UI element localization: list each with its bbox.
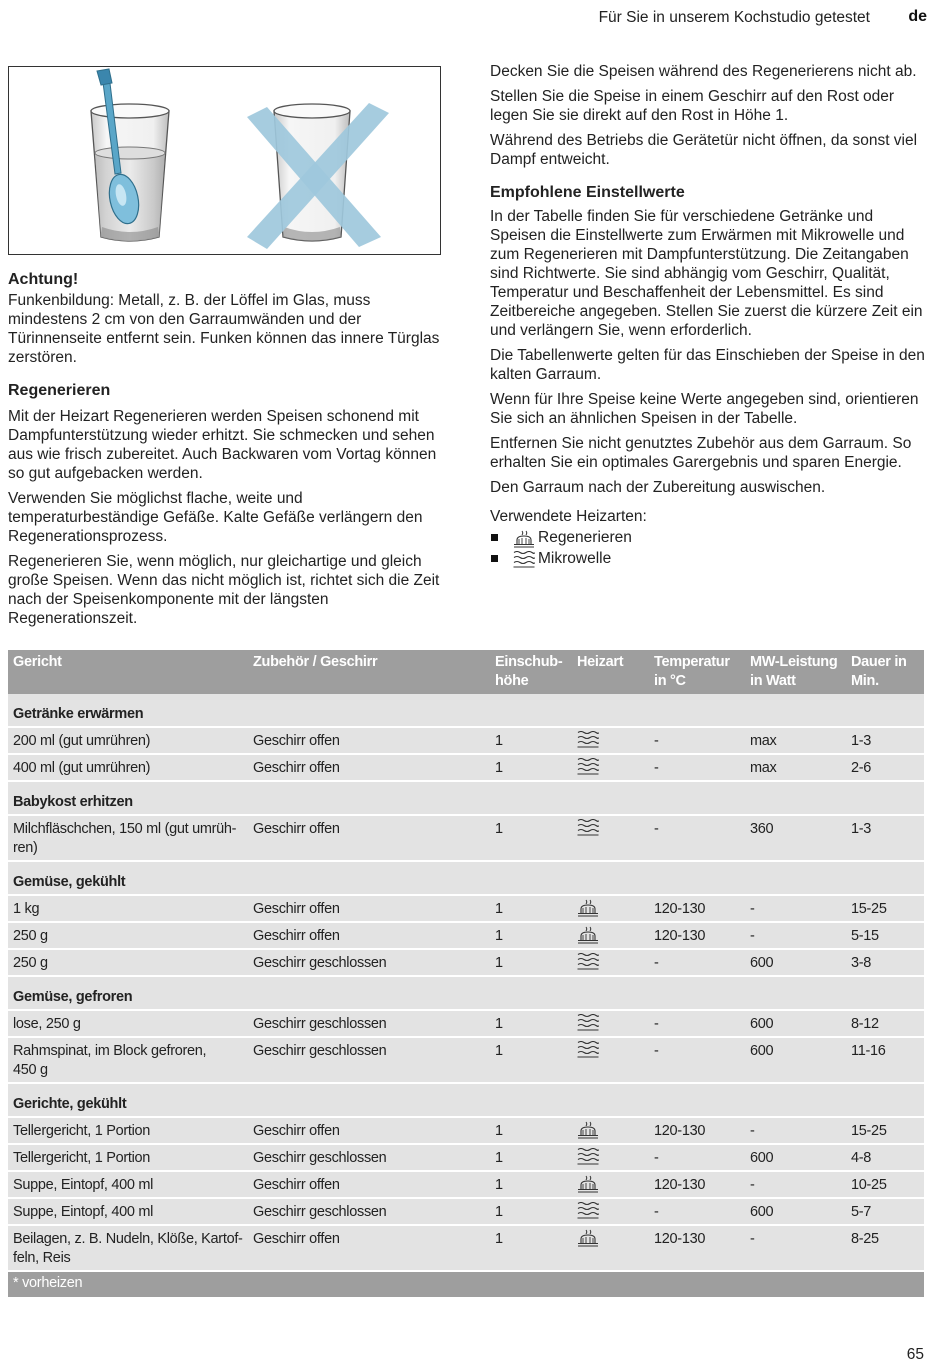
heat-type-item	[490, 548, 930, 569]
microwave-icon	[513, 551, 533, 567]
table-group-row	[8, 862, 924, 896]
cell-temperature: -	[654, 733, 659, 749]
cell-temperature: 120-130	[654, 1123, 706, 1139]
regenerieren-paragraph-1: Mit der Heizart Regenerieren werden Speisen schonend mit Dampfunterstützung wieder erhitzt. Sie schmecken und sehen aus wie frisch zubereitet. Auch Backwaren vom Vortag können so gut aufgebacken werden.	[8, 408, 437, 482]
cell-level: 1	[495, 1231, 503, 1247]
cell-temperature: 120-130	[654, 901, 706, 917]
table-row	[8, 1226, 924, 1272]
regenerieren-paragraph-2: Verwenden Sie möglichst flache, weite und temperaturbeständige Gefäße. Kalte Gefäße verlängern den Regenerationsprozess.	[8, 490, 423, 545]
cell-level: 1	[495, 733, 503, 749]
cell-power: -	[750, 1123, 755, 1139]
cell-dish: 1 kg	[13, 901, 40, 917]
cell-time: 8-12	[851, 1016, 879, 1032]
cell-temperature: 120-130	[654, 1231, 706, 1247]
cell-power: 360	[750, 821, 774, 837]
cell-temperature: 120-130	[654, 1177, 706, 1193]
cell-power: -	[750, 901, 755, 917]
cell-accessory: Geschirr geschlossen	[253, 1150, 387, 1166]
right-paragraph-8: Den Garraum nach der Zubereitung auswischen.	[490, 479, 826, 496]
microwave-icon	[577, 1148, 599, 1165]
heat-types-list	[490, 527, 930, 569]
regenerate-icon	[577, 926, 599, 944]
page-number: 65	[906, 1346, 924, 1363]
microwave-icon	[577, 953, 599, 970]
cell-accessory: Geschirr offen	[253, 821, 340, 837]
cell-level: 1	[495, 821, 503, 837]
cell-power: -	[750, 1177, 755, 1193]
cell-time: 3-8	[851, 955, 872, 971]
table-row	[8, 755, 924, 782]
heat-type-label: Regenerieren	[538, 529, 632, 546]
cell-time: 11-16	[851, 1043, 886, 1059]
cell-temperature: -	[654, 1204, 659, 1220]
table-row	[8, 1038, 924, 1084]
glass-illustration-graphic	[9, 67, 441, 255]
table-header	[8, 650, 924, 694]
col-temperature: Temperatur in °C	[654, 654, 730, 689]
group-title: Getränke erwärmen	[13, 706, 144, 722]
cell-time: 5-7	[851, 1204, 872, 1220]
table-row	[8, 1118, 924, 1145]
cell-time: 15-25	[851, 1123, 887, 1139]
table-row	[8, 1172, 924, 1199]
footnote: * vorheizen	[13, 1275, 83, 1291]
microwave-icon	[577, 758, 599, 775]
col-dish: Gericht	[13, 654, 62, 670]
cell-dish: Milchfläschchen, 150 ml (gut umrüh- ren)	[13, 821, 237, 856]
cell-level: 1	[495, 928, 503, 944]
col-time: Dauer in Min.	[851, 654, 907, 689]
cell-accessory: Geschirr offen	[253, 1123, 340, 1139]
cell-accessory: Geschirr geschlossen	[253, 1204, 387, 1220]
cell-dish: Beilagen, z. B. Nudeln, Klöße, Kartof- feln, Reis	[13, 1231, 243, 1266]
table-group-row	[8, 1084, 924, 1118]
cell-dish: Tellergericht, 1 Portion	[13, 1150, 151, 1166]
cell-power: max	[750, 760, 777, 776]
bullet	[491, 534, 498, 541]
col-accessory: Zubehör / Geschirr	[253, 654, 378, 670]
settings-table	[8, 650, 924, 1297]
cell-time: 4-8	[851, 1150, 872, 1166]
cell-dish: lose, 250 g	[13, 1016, 81, 1032]
cell-level: 1	[495, 901, 503, 917]
regenerate-icon	[577, 1175, 599, 1193]
microwave-icon	[577, 731, 599, 748]
cell-accessory: Geschirr offen	[253, 1231, 340, 1247]
heat-type-item	[490, 527, 930, 548]
page-header	[0, 8, 950, 28]
regenerate-icon	[577, 1229, 599, 1247]
col-power: MW-Leistung in Watt	[750, 654, 838, 689]
cell-time: 2-6	[851, 760, 872, 776]
table-body	[8, 694, 924, 1272]
regenerate-icon	[577, 899, 599, 917]
right-paragraph-1: Decken Sie die Speisen während des Regenerierens nicht ab.	[490, 63, 917, 80]
table-group-row	[8, 694, 924, 728]
cell-accessory: Geschirr offen	[253, 1177, 340, 1193]
right-paragraph-6: Wenn für Ihre Speise keine Werte angegeben sind, orientieren Sie sich an ähnlichen Speisen in der Tabelle.	[490, 391, 919, 427]
cell-power: 600	[750, 1204, 774, 1220]
warning-title: Achtung!	[8, 271, 79, 288]
cell-level: 1	[495, 1150, 503, 1166]
right-paragraph-4: In der Tabelle finden Sie für verschiedene Getränke und Speisen die Einstellwerte zum Erwärmen mit Mikrowelle und zum Regenerieren mit Dampfunterstützung. Die Zeitangaben sind Richtwerte. Sie sind abhängig vom Geschirr, Qualität, Temperatur und Beschaffenheit der Lebensmittel. Es sind Zeitbereiche angegeben. Stellen Sie zuerst die kürzere Zeit ein und verlängern Sie, wenn erforderlich.	[490, 208, 923, 339]
right-paragraph-5: Die Tabellenwerte gelten für das Einschieben der Speise in den kalten Garraum.	[490, 347, 925, 383]
cell-dish: 250 g	[13, 928, 48, 944]
table-group-row	[8, 977, 924, 1011]
right-paragraph-7: Entfernen Sie nicht genutztes Zubehör aus dem Garraum. So erhalten Sie ein optimales Garergebnis und sparen Energie.	[490, 435, 912, 471]
heat-type-label: Mikrowelle	[538, 550, 612, 567]
cell-time: 1-3	[851, 733, 872, 749]
table-footer	[8, 1272, 924, 1297]
cell-time: 1-3	[851, 821, 872, 837]
cell-temperature: 120-130	[654, 928, 706, 944]
table-row	[8, 950, 924, 977]
cell-dish: Tellergericht, 1 Portion	[13, 1123, 151, 1139]
cell-dish: Rahmspinat, im Block gefroren, 450 g	[13, 1043, 207, 1078]
cell-power: 600	[750, 1043, 774, 1059]
cell-dish: 200 ml (gut umrühren)	[13, 733, 151, 749]
cell-accessory: Geschirr geschlossen	[253, 1043, 387, 1059]
cell-level: 1	[495, 760, 503, 776]
table-row	[8, 923, 924, 950]
cell-temperature: -	[654, 1150, 659, 1166]
right-paragraph-3: Während des Betriebs die Gerätetür nicht öffnen, da sonst viel Dampf entweicht.	[490, 132, 918, 168]
group-title: Gemüse, gefroren	[13, 989, 133, 1005]
col-level: Einschub- höhe	[495, 654, 563, 689]
regenerate-icon	[577, 1121, 599, 1139]
microwave-icon	[577, 1014, 599, 1031]
cell-power: 600	[750, 955, 774, 971]
col-heating: Heizart	[577, 654, 624, 670]
cell-dish: Suppe, Eintopf, 400 ml	[13, 1204, 154, 1220]
cell-dish: 250 g	[13, 955, 48, 971]
table-row	[8, 896, 924, 923]
cell-level: 1	[495, 955, 503, 971]
cell-power: max	[750, 733, 777, 749]
cell-accessory: Geschirr offen	[253, 760, 340, 776]
right-column	[490, 62, 930, 569]
table-row	[8, 1199, 924, 1226]
left-column	[8, 270, 448, 634]
table-row	[8, 1145, 924, 1172]
cell-level: 1	[495, 1177, 503, 1193]
cell-accessory: Geschirr offen	[253, 901, 340, 917]
cell-level: 1	[495, 1123, 503, 1139]
cell-temperature: -	[654, 821, 659, 837]
cell-dish: 400 ml (gut umrühren)	[13, 760, 151, 776]
language-code: de	[908, 8, 927, 25]
table-row	[8, 1011, 924, 1038]
cell-level: 1	[495, 1016, 503, 1032]
microwave-icon	[577, 1202, 599, 1219]
bullet	[491, 555, 498, 562]
cell-temperature: -	[654, 760, 659, 776]
cell-accessory: Geschirr offen	[253, 733, 340, 749]
cell-time: 5-15	[851, 928, 879, 944]
microwave-icon	[577, 819, 599, 836]
regenerieren-heading: Regenerieren	[8, 382, 111, 399]
cell-dish: Suppe, Eintopf, 400 ml	[13, 1177, 154, 1193]
header-title: Für Sie in unserem Kochstudio getestet	[598, 9, 870, 26]
spoon-glass-illustration	[8, 66, 441, 255]
warning-text: Funkenbildung: Metall, z. B. der Löffel im Glas, muss mindestens 2 cm von den Garraumwänden und der Türinnenseite entfernt sein. Funken können das innere Türglas zerstören.	[8, 292, 440, 366]
cell-power: 600	[750, 1016, 774, 1032]
group-title: Gerichte, gekühlt	[13, 1096, 127, 1112]
cell-temperature: -	[654, 1016, 659, 1032]
cell-power: 600	[750, 1150, 774, 1166]
cell-temperature: -	[654, 955, 659, 971]
cell-accessory: Geschirr geschlossen	[253, 955, 387, 971]
cell-accessory: Geschirr offen	[253, 928, 340, 944]
microwave-icon	[577, 1041, 599, 1058]
cell-temperature: -	[654, 1043, 659, 1059]
cell-time: 10-25	[851, 1177, 887, 1193]
cell-level: 1	[495, 1043, 503, 1059]
cell-power: -	[750, 928, 755, 944]
table-row	[8, 728, 924, 755]
crossed-glass	[247, 103, 389, 249]
group-title: Gemüse, gekühlt	[13, 874, 126, 890]
cell-power: -	[750, 1231, 755, 1247]
cell-accessory: Geschirr geschlossen	[253, 1016, 387, 1032]
group-title: Babykost erhitzen	[13, 794, 133, 810]
settings-heading: Empfohlene Einstellwerte	[490, 184, 685, 201]
cell-time: 8-25	[851, 1231, 879, 1247]
right-paragraph-2: Stellen Sie die Speise in einem Geschirr auf den Rost oder legen Sie sie direkt auf den Rost in Höhe 1.	[490, 88, 895, 124]
glass-with-spoon	[91, 69, 169, 241]
regenerate-icon	[513, 530, 533, 546]
regenerieren-paragraph-3: Regenerieren Sie, wenn möglich, nur gleichartige und gleich große Speisen. Wenn das nicht möglich ist, richtet sich die Zeit nach der Speisenkomponente mit der längsten Regenerationszeit.	[8, 553, 440, 627]
cell-time: 15-25	[851, 901, 887, 917]
table-row	[8, 816, 924, 862]
table-group-row	[8, 782, 924, 816]
heat-types-label: Verwendete Heizarten:	[490, 508, 647, 525]
cell-level: 1	[495, 1204, 503, 1220]
